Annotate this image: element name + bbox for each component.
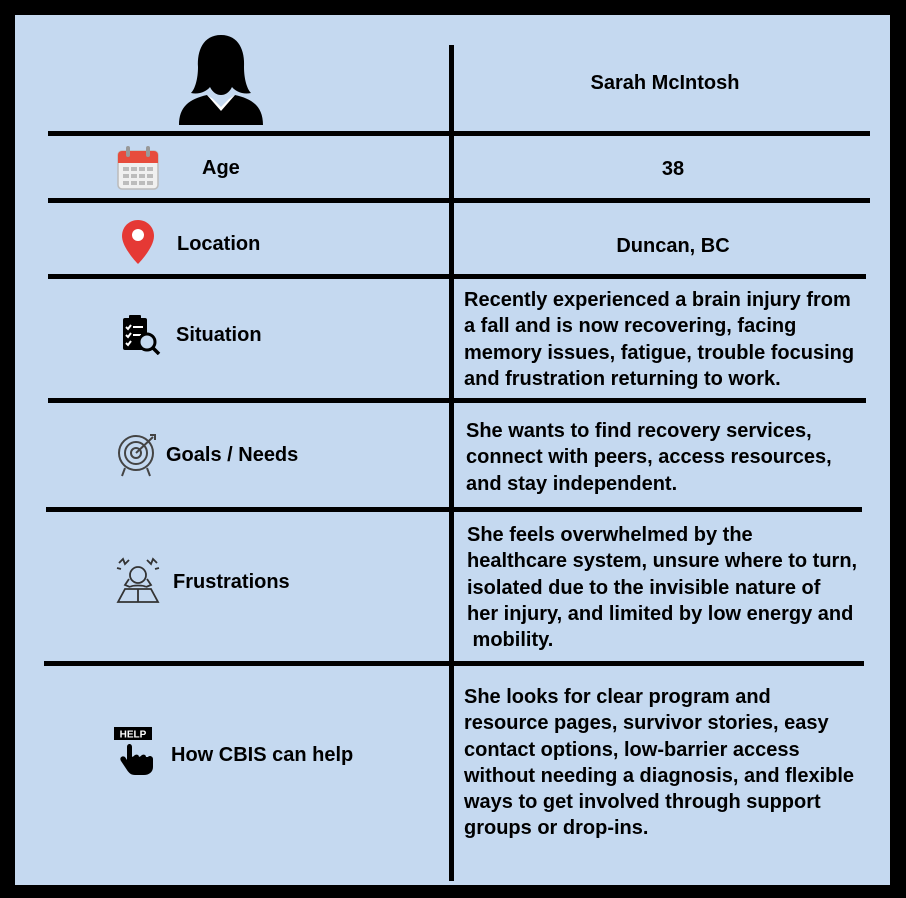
text-line: groups or drop-ins. — [464, 817, 649, 840]
frame-border — [0, 0, 906, 15]
column-divider — [449, 45, 454, 881]
text-line: mobility. — [467, 629, 554, 652]
row-value-situation — [464, 287, 890, 392]
calendar-icon — [117, 145, 159, 191]
text-line: and frustration returning to work. — [464, 367, 781, 390]
row-value-goals — [466, 418, 886, 497]
row-label-goals: Goals / Needs — [166, 444, 299, 466]
row-value-help — [464, 684, 892, 842]
row-value-frustrations — [467, 522, 892, 653]
row-value-location: Duncan, BC — [616, 235, 730, 257]
text-line: healthcare system, unsure where to turn, — [467, 550, 858, 573]
row-label-age: Age — [202, 157, 240, 179]
frustrated-person-icon — [115, 555, 161, 603]
text-line: She looks for clear program and — [464, 686, 771, 708]
row-label-help: How CBIS can help — [171, 744, 354, 766]
row-divider — [48, 398, 866, 403]
row-value-age: 38 — [661, 158, 685, 180]
text-line: and stay independent. — [466, 472, 678, 495]
row-divider — [44, 661, 864, 666]
text-line: resource pages, survivor stories, easy — [464, 712, 829, 735]
row-label-situation: Situation — [176, 324, 262, 346]
text-line: a fall and is now recovering, facing — [464, 315, 797, 338]
text-line: She wants to find recovery services, — [466, 420, 812, 442]
text-line: isolated due to the invisible nature of — [467, 576, 821, 599]
text-line: connect with peers, access resources, — [466, 446, 832, 469]
text-line: contact options, low-barrier access — [464, 738, 800, 761]
persona-name: Sarah McIntosh — [590, 72, 740, 94]
text-line: ways to get involved through support — [464, 791, 821, 814]
target-icon — [117, 433, 159, 477]
row-label-location: Location — [177, 233, 261, 255]
row-divider — [48, 131, 870, 136]
text-line: She feels overwhelmed by the — [467, 524, 753, 546]
row-label-frustrations: Frustrations — [173, 571, 290, 593]
text-line: Recently experienced a brain injury from — [464, 289, 851, 311]
location-pin-icon — [121, 219, 155, 265]
person-avatar-icon — [177, 33, 265, 125]
text-line: her injury, and limited by low energy and — [467, 602, 854, 625]
help-hand-icon — [113, 725, 157, 775]
persona-card — [15, 15, 890, 885]
checklist-magnifier-icon — [121, 315, 161, 355]
row-divider — [48, 274, 866, 279]
text-line: memory issues, fatigue, trouble focusing — [464, 341, 855, 364]
help-sign-text: HELP — [119, 729, 147, 741]
row-divider — [48, 198, 870, 203]
text-line: without needing a diagnosis, and flexible — [464, 764, 855, 787]
row-divider — [46, 507, 862, 512]
